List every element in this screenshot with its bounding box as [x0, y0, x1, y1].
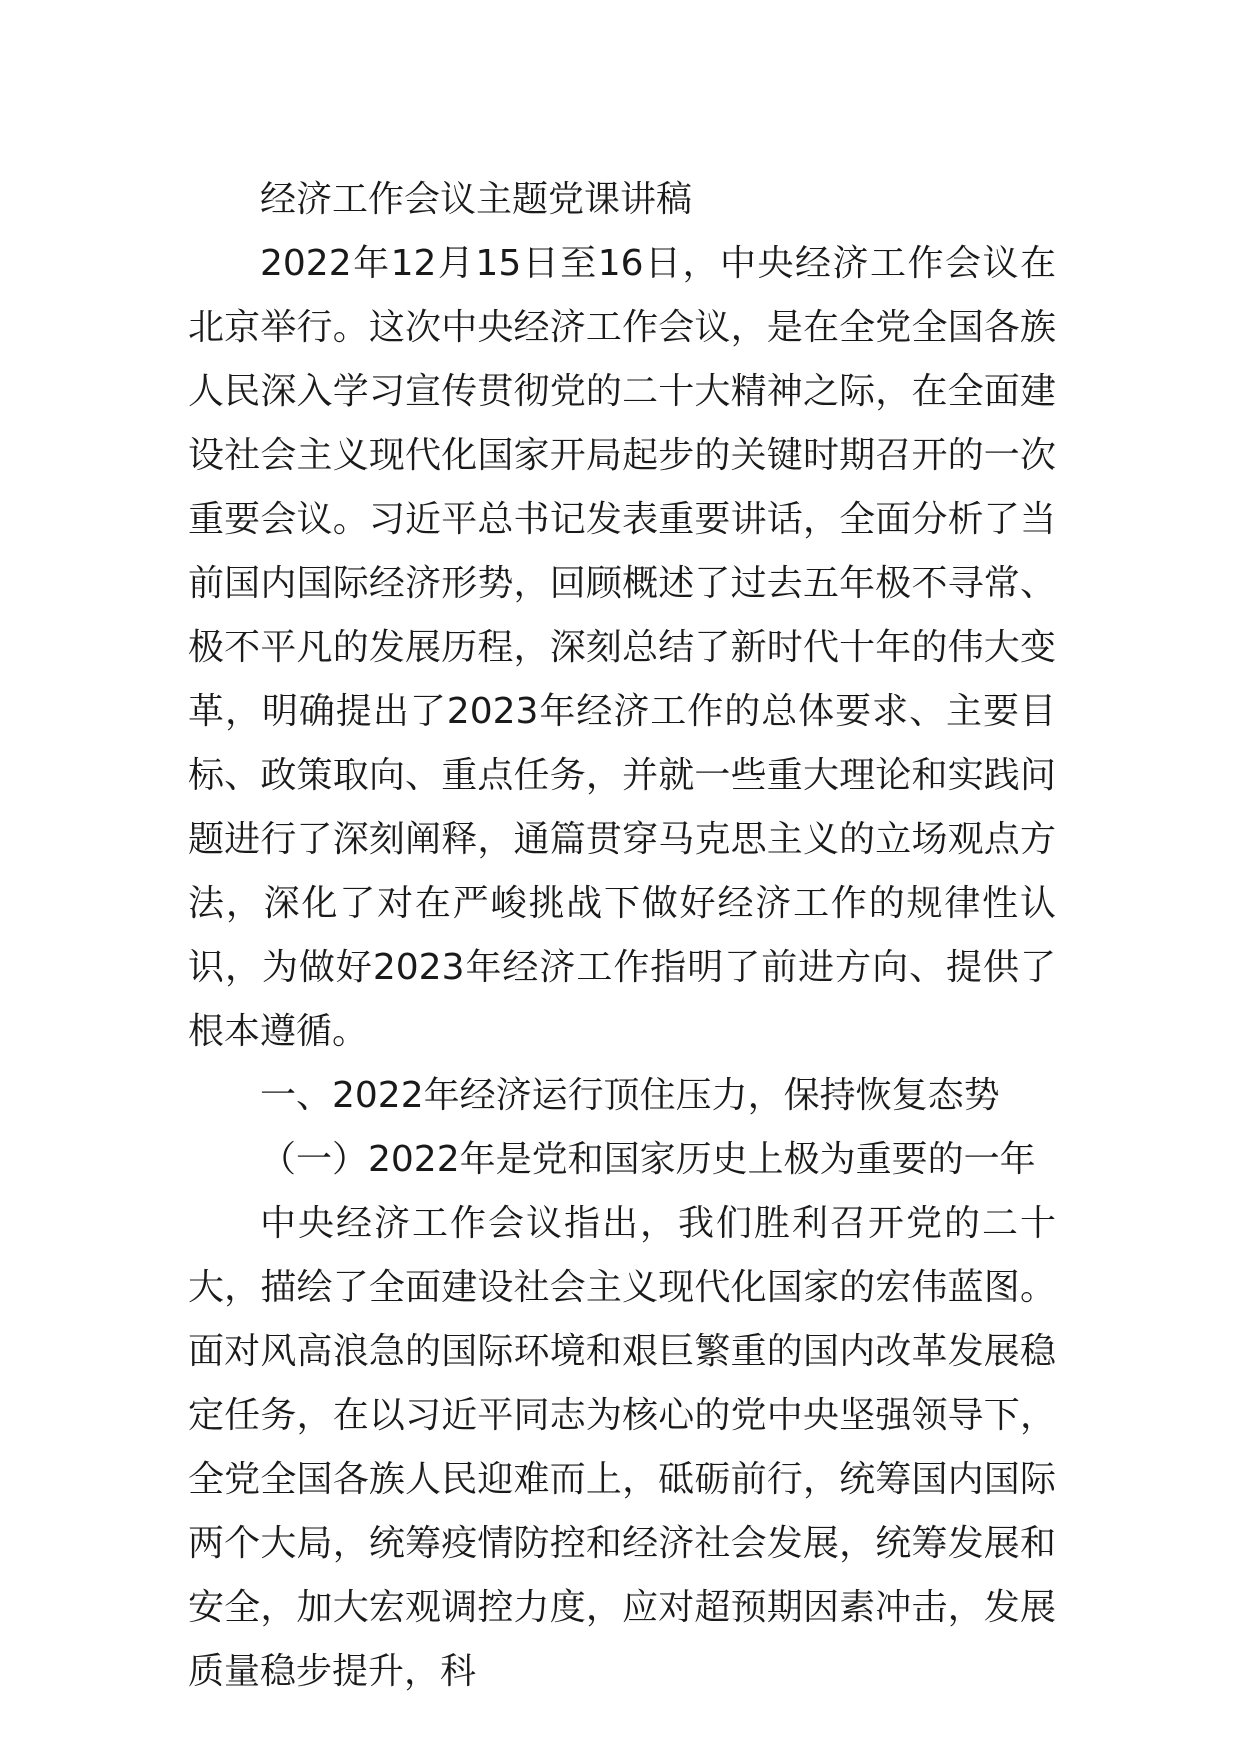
body-paragraph: 中央经济工作会议指出，我们胜利召开党的二十大，描绘了全面建设社会主义现代化国家的宏伟蓝图。面对风高浪急的国际环境和艰巨繁重的国内改革发展稳定任务，在以习近平同志为核心的党中央坚强领导下，全党全国各族人民迎难而上，砥砺前行，统筹国内国际两个大局，统筹疫情防控和经济社会发展，统筹发展和安全，加大宏观调控力度，应对超预期因素冲击，发展质量稳步提升，科	[188, 1203, 1056, 1692]
section-heading: 一、2022年经济运行顶住压力，保持恢复态势	[260, 1075, 1000, 1116]
intro-paragraph: 2022年12月15日至16日，中央经济工作会议在北京举行。这次中央经济工作会议，是在全党全国各族人民深入学习宣传贯彻党的二十大精神之际，在全面建设社会主义现代化国家开局起步的关键时期召开的一次重要会议。习近平总书记发表重要讲话，全面分析了当前国内国际经济形势，回顾概述了过去五年极不寻常、极不平凡的发展历程，深刻总结了新时代十年的伟大变革，明确提出了2023年经济工作的总体要求、主要目标、政策取向、重点任务，并就一些重大理论和实践问题进行了深刻阐释，通篇贯穿马克思主义的立场观点方法，深化了对在严峻挑战下做好经济工作的规律性认识，为做好2023年经济工作指明了前进方向、提供了根本遵循。	[188, 243, 1056, 1052]
document-body	[188, 168, 1056, 1704]
subsection-heading: （一）2022年是党和国家历史上极为重要的一年	[260, 1139, 1036, 1180]
document-title: 经济工作会议主题党课讲稿	[260, 179, 693, 220]
